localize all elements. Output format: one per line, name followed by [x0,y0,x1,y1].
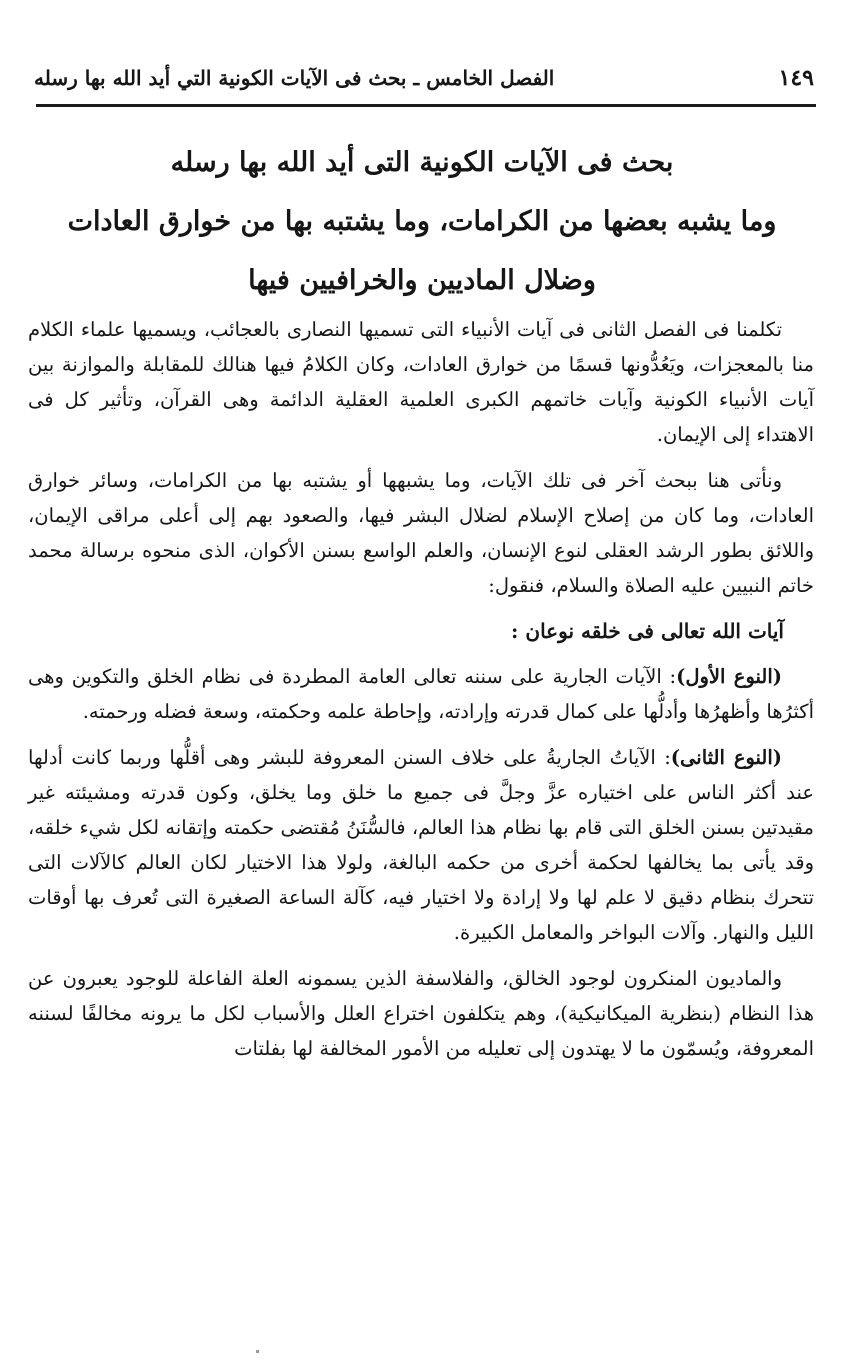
chapter-title-line-2: وما يشبه بعضها من الكرامات، وما يشتبه بها من خوارق العادات [67,206,777,237]
first-type-text: : الآيات الجارية على سننه تعالى العامة المطردة فى نظام الخلق والتكوين وهى أكثرُها وأظهرُها وأدلُّها على كمال قدرته وإرادته، وإحاطة علمه وحكمته، وسعة فضله ورحمته. [28,665,814,723]
section-subheading: آيات الله تعالى فى خلقه نوعان : [511,619,784,643]
chapter-title-line-3: وضلال الماديين والخرافيين فيها [248,265,596,296]
page-number: ١٤٩ [778,65,814,91]
paragraph-first-type [28,659,814,729]
paragraph-second-type [28,740,814,950]
second-type-label: (النوع الثانى) [670,746,782,769]
header-rule [36,104,816,107]
body-text [28,312,814,1077]
chapter-title-line-1: بحث فى الآيات الكونية التى أيد الله بها رسله [170,147,674,178]
scan-speck [256,1350,259,1353]
running-header [34,58,814,98]
paragraph-1: تكلمنا فى الفصل الثانى فى آيات الأنبياء التى تسميها النصارى بالعجائب، ويسميها علماء الكلام منا بالمعجزات، ويَعُدُّونها قسمًا من خوارق العادات، وكان الكلامُ فيها هنالك للمقابلة والموازنة بين آيات الأنبياء الكونية وآيات خاتمهم الكبرى العلمية العقلية الدائمة وهى القرآن، وتأثير كل فى الاهتداء إلى الإيمان. [28,318,814,446]
chapter-title [40,133,804,310]
running-title: الفصل الخامس ـ بحث فى الآيات الكونية التي أيد الله بها رسله [34,66,555,90]
paragraph-5: والماديون المنكرون لوجود الخالق، والفلاسفة الذين يسمونه العلة الفاعلة للوجود يعبرون عن هذا النظام (بنظرية الميكانيكية)، وهم يتكلفون اختراع العلل والأسباب لكل ما يرونه مخالفًا لسننه المعروفة، ويُسمّون ما لا يهتدون إلى تعليله من الأمور المخالفة لها بفلتات [28,967,814,1060]
first-type-label: (النوع الأول) [676,665,782,688]
paragraph-2: ونأتى هنا ببحث آخر فى تلك الآيات، وما يشبهها أو يشتبه بها من الكرامات، وسائر خوارق العادات، وما كان من إصلاح الإسلام لضلال البشر فيها، والصعود بهم إلى أعلى مراقى الإيمان، واللائق بطور الرشد العقلى لنوع الإنسان، والعلم الواسع بسنن الأكوان، الذى منحوه برسالة محمد خاتم النبيين عليه الصلاة والسلام، فنقول: [28,469,814,597]
second-type-text: : الآياتُ الجاريةُ على خلاف السنن المعروفة للبشر وهى أقلُّها وربما كانت أدلها عند أكثر الناس على اختياره عزَّ وجلَّ فى جميع ما خلق وما يخلق، وكون قدرته ومشيئته غير مقيدتين بسنن الخلق التى قام بها نظام هذا العالم، فالسُّنَنُ مُقتضى حكمته وإتقانه لكل شيء خلقه، وقد يأتى بما يخالفها لحكمة أخرى من حكمه البالغة، ولولا هذا الاختيار لكان العالم كالآلات التى تتحرك بنظام دقيق لا علم لها ولا إرادة ولا اختيار فيه، كآلة الساعة الصغيرة التى تُعرف بها أوقات الليل والنهار. وآلات البواخر والمعامل الكبيرة. [28,746,814,944]
